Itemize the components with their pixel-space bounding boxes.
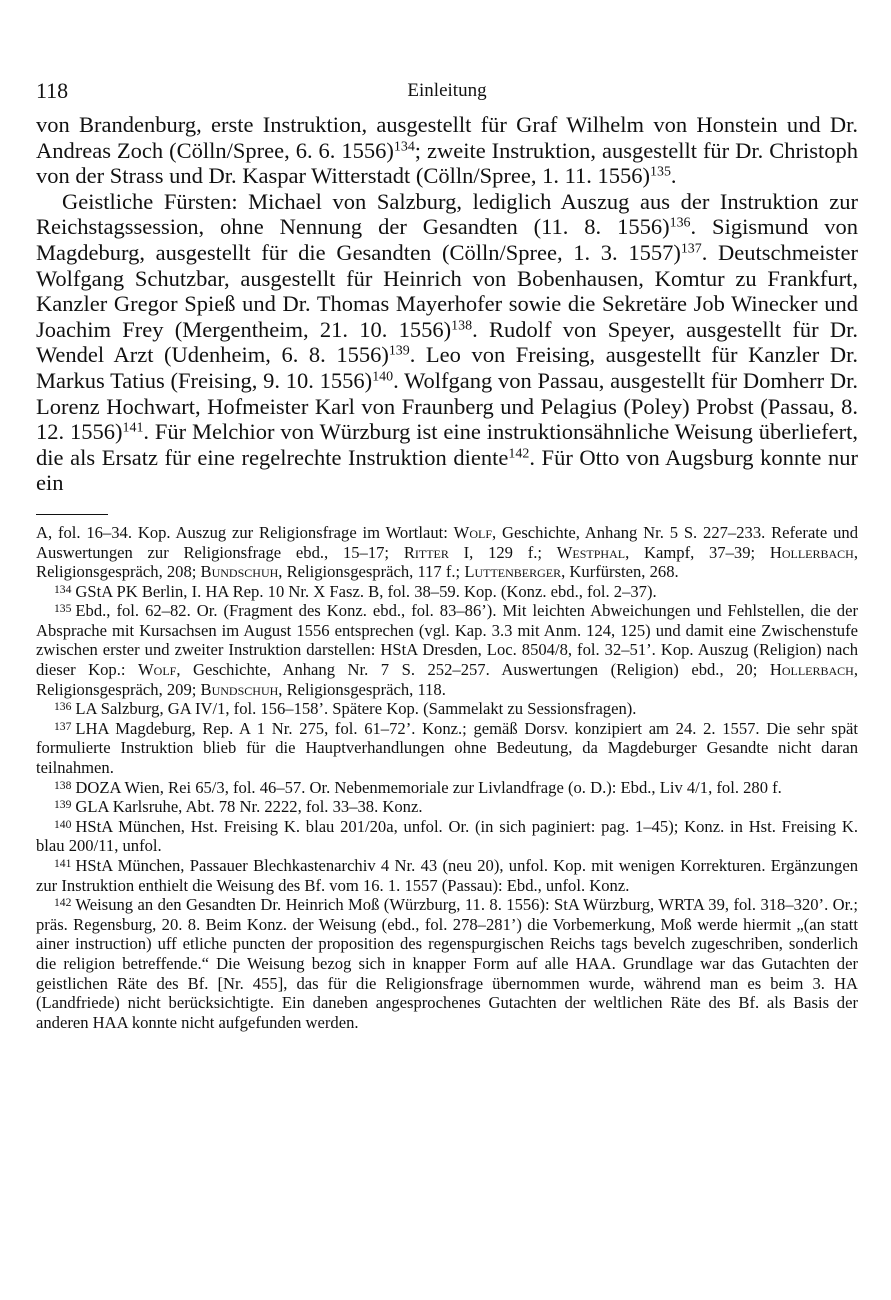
footnote-text: GStA PK Berlin, I. HA Rep. 10 Nr. X Fasz. B, fol. 38–59. Kop. (Konz. ebd., fol. 2–37). (75, 581, 657, 601)
text-run: von Brandenburg, erste Instruktion, ausgestellt für Graf Wilhelm von Honstein und Dr. Andreas Zoch (Cölln/Spree, 6. 6. 1556) (36, 112, 858, 163)
footnote-140 (36, 817, 858, 856)
footnote-134 (36, 582, 858, 602)
footnote-number: 139 (54, 798, 72, 812)
text-run: , Kampf, 37–39; (625, 542, 770, 562)
footnote-text: LA Salzburg, GA IV/1, fol. 156–158’. Spätere Kop. (Sammelakt zu Sessionsfragen). (75, 699, 637, 719)
text-run: . Rudolf von Speyer, ausgestellt für Dr. Wendel Arzt (Udenheim, 6. 8. 1556) (36, 316, 858, 368)
footnote-137 (36, 719, 858, 778)
author-name: Wolf (453, 522, 493, 542)
text-run: , Geschichte, Anhang Nr. 7 S. 252–257. Auswertungen (Religion) ebd., 20; (176, 660, 770, 680)
text-run: , Religionsgespräch, 117 f.; (278, 562, 465, 582)
running-head: Einleitung (407, 80, 487, 101)
footnote-number: 136 (54, 700, 72, 714)
author-name: Westphal (556, 542, 626, 562)
footnote-number: 141 (54, 856, 72, 870)
footnote-141 (36, 856, 858, 895)
page-number: 118 (36, 78, 69, 103)
text-run: Ebd., fol. 62–82. Or. (Fragment des Konz. ebd., fol. 83–86’). Mit leichten Abweichungen und Fehlstellen, die der Absprache mit Kursachsen im August 1556 entsprechen (vgl. Kap. 3.3 mit Anm. 124, 125) und damit eine Zwischenstufe zwischen erster und zweiter Instruktion darstellen: HStA Dresden, Loc. 8504/8, fol. 32–51’. Kop. Auszug (Religion) nach dieser Kop.: (36, 601, 858, 680)
author-name: Hollerbach (769, 660, 854, 680)
footnote-number: 140 (54, 817, 72, 831)
footnotes (36, 523, 858, 1032)
footnote-ref-142: 142 (508, 446, 530, 462)
author-name: Luttenberger (464, 562, 562, 582)
footnote-ref-139: 139 (388, 343, 410, 359)
author-name: Hollerbach (769, 542, 854, 562)
text-run: . (670, 163, 677, 189)
footnote-number: 138 (54, 778, 72, 792)
text-run: ; zweite Instruktion, ausgestellt für Dr. Christoph von der Strass und Dr. Kaspar Witterstadt (Cölln/Spree, 1. 11. 1556) (36, 137, 858, 189)
text-run: , Geschichte, Anhang Nr. 5 S. 227–233. Referate und Auswertungen zur Religionsfrage ebd., 15–17; (36, 522, 859, 562)
paragraph-geistliche-fuersten (36, 189, 858, 496)
text-run: I, 129 f.; (448, 542, 557, 562)
text-run: . Für Melchior von Würzburg ist eine instruktionsähnliche Weisung überliefert, die als Ersatz für eine regelrechte Instruktion diente (36, 419, 859, 470)
text-run: . Deutschmeister Wolfgang Schutzbar, ausgestellt für Heinrich von Bobenhausen, Komtur zu Frankfurt, Kanzler Gregor Spieß und Dr. Thomas Mayerhofer sowie die Sekretäre Job Winecker und Joachim Frey (Mergentheim, 21. 10. 1556) (36, 239, 858, 342)
footnote-ref-141: 141 (122, 420, 144, 436)
footnote-number: 137 (54, 719, 72, 733)
page-header (36, 78, 858, 112)
footnote-ref-140: 140 (372, 369, 394, 385)
footnote-divider (36, 514, 108, 515)
author-name: Bundschuh (200, 679, 279, 699)
footnote-continuation (36, 523, 858, 582)
text-run: Geistliche Fürsten: Michael von Salzburg, lediglich Auszug aus der Instruktion zur Reichstagssession, ohne Nennung der Gesandten (11. 8. 1556) (36, 188, 858, 240)
text-run: , Religionsgespräch, 209; (36, 660, 858, 699)
footnote-text: HStA München, Hst. Freising K. blau 201/20a, unfol. Or. (in sich paginiert: pag. 1–45); Konz. in Hst. Freising K. blau 200/11, unfol. (36, 816, 858, 856)
book-page (36, 78, 858, 1032)
text-run: . Wolfgang von Passau, ausgestellt für Domherr Dr. Lorenz Hochwart, Hofmeister Karl von Fraunberg und Pelagius (Poley) Probst (Passau, 8. 12. 1556) (36, 367, 858, 445)
text-run: A, fol. 16–34. Kop. Auszug zur Religionsfrage im Wortlaut: (36, 522, 454, 542)
footnote-text: Weisung an den Gesandten Dr. Heinrich Moß (Würzburg, 11. 8. 1556): StA Würzburg, WRTA 39, fol. 318–320’. Or.; präs. Regensburg, 20. 8. Beim Konz. der Weisung (ebd., fol. 278–281’) die Vorbemerkung, Moß werde hiermit „(an statt ainer instruction) uff etliche puncten der proposition des regenspurgischen Reichs tags bevelch zugeschriben, sonderlich die religion betreffende.“ Die Weisung bezog sich in knapper Form auf alle HAA. Grundlage war das Gutachten der geistlichen Räte des Bf. [Nr. 455], das für die Religionsfrage übernommen wurde, während man es beim 3. HA (Landfriede) nicht berücksichtigte. Ein daneben angesprochenes Gutachten der weltlichen Räte des Bf. als Basis der anderen HAA konnte nicht aufgefunden werden. (36, 895, 858, 1032)
footnote-text: LHA Magdeburg, Rep. A 1 Nr. 275, fol. 61–72’. Konz.; gemäß Dorsv. konzipiert am 24. 2. 1557. Die sehr spät formulierte Instruktion blieb für die Hauptverhandlungen ohne Bedeutung, da Magdeburger Gesandte nicht daran teilnahmen. (36, 718, 858, 778)
footnote-number: 142 (54, 896, 72, 910)
footnote-number: 134 (54, 582, 72, 596)
text-run: . Für Otto von Augsburg konnte nur ein (36, 444, 858, 496)
author-name: Wolf (138, 660, 177, 680)
footnote-number: 135 (54, 602, 72, 616)
footnote-ref-134: 134 (393, 138, 415, 154)
footnote-text: HStA München, Passauer Blechkastenarchiv 4 Nr. 43 (neu 20), unfol. Kop. mit wenigen Korrekturen. Ergänzungen zur Instruktion enthielt die Weisung des Bf. vom 16. 1. 1557 (Passau): Ebd., unfol. Konz. (36, 856, 858, 895)
footnote-text: GLA Karlsruhe, Abt. 78 Nr. 2222, fol. 33–38. Konz. (75, 797, 423, 817)
text-run: , Kurfürsten, 268. (561, 562, 679, 582)
paragraph-continuation (36, 112, 858, 189)
footnote-ref-138: 138 (451, 318, 473, 334)
footnote-135 (36, 601, 858, 699)
footnote-text: DOZA Wien, Rei 65/3, fol. 46–57. Or. Nebenmemoriale zur Livlandfrage (o. D.): Ebd., Liv 4/1, fol. 280 f. (75, 777, 782, 797)
main-text (36, 112, 858, 496)
text-run: , Religionsgespräch, 118. (278, 679, 446, 699)
author-name: Bundschuh (200, 562, 279, 582)
author-name: Ritter (403, 542, 449, 562)
footnote-138 (36, 778, 858, 798)
footnote-ref-137: 137 (680, 241, 702, 257)
text-run: . Sigismund von Magdeburg, ausgestellt für die Gesandten (Cölln/Spree, 1. 3. 1557) (36, 214, 858, 265)
text-run: , Religionsgespräch, 208; (36, 542, 858, 582)
footnote-ref-135: 135 (650, 164, 671, 180)
footnote-136 (36, 699, 858, 719)
footnote-142 (36, 895, 858, 1032)
footnote-139 (36, 797, 858, 817)
footnote-ref-136: 136 (669, 215, 691, 231)
text-run: . Leo von Freising, ausgestellt für Kanzler Dr. Markus Tatius (Freising, 9. 10. 1556) (36, 342, 858, 393)
